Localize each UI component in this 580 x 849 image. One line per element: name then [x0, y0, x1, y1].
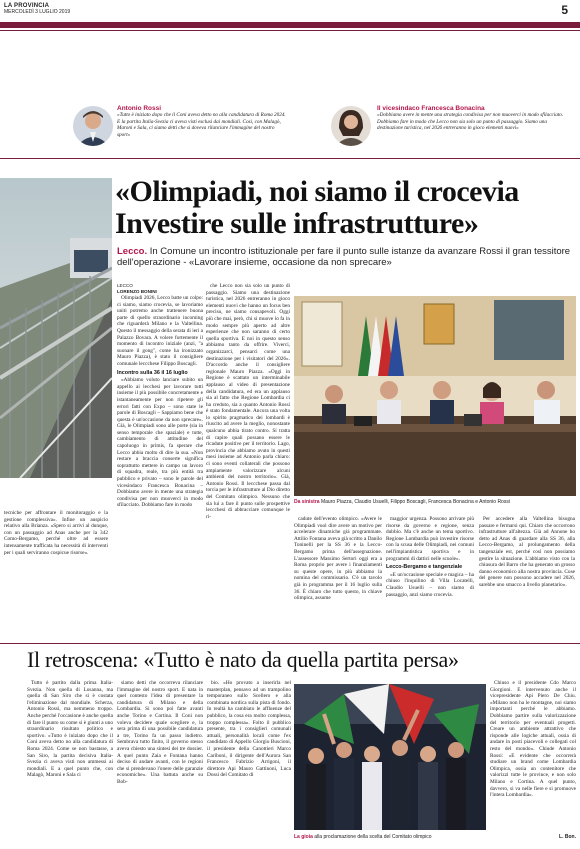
- subtitle-text: In Comune un incontro istituzionale per fare il punto sulle istanze da avanzare Rossi il gran tessitore dell'operazione - «Lavorare insieme, occasione da non sprecare»: [117, 246, 571, 268]
- article-column-3: [294, 516, 382, 603]
- box-column-3-text: bio. «Ho provato a inserirla nel masterplan, pensavo ad un trampolino temporaneo sullo Scellero e alla combinata nordica sulla pista di fondo. In realtà ha cambiato le affluenze del pubblico, la cosa era molto complessa, troppo complessa». Folto il pubblico presente, tra i consiglieri comunali attuali, personalità locali come l'ex candidato di Appello Giorgio Buscioni, il presidente della Canottieri Marco Cariboni, il dirigente dell'Aurora San Francesco Fabrizio Arrigoni, il direttore Api Mauro Gattinoni, Luca Dossi del Comitato di: [207, 680, 291, 779]
- subheading-lecco-bergamo: Lecco-Bergamo e tangenziale: [386, 564, 463, 571]
- avatar-antonio-rossi: [73, 106, 113, 146]
- subheading-incontro: Incontro sulla 36 il 16 luglio: [117, 369, 188, 376]
- quote-divider: [0, 158, 580, 159]
- paper-name: LA PROVINCIA: [4, 3, 50, 9]
- celebration-photo: [294, 684, 486, 830]
- portrait-rossi-image: [73, 106, 113, 146]
- article-column-2: [206, 283, 290, 521]
- box-signature: L. Bon.: [559, 834, 576, 840]
- celebration-caption: [294, 834, 544, 840]
- box-column-4-text: Chiuso e il presidente Cdo Marco Giorgioni. E intervenuto anche il vicepresidente Api Piero De Chiu. «Milano non ha le montagne, noi siamo importanti perché le abbiamo. Dobbiamo partire sulla valorizzazione del territorio per eventuali progetti. Creare un ambiente attrattivo che risponde alle logiche attuali, ossia di andare in posti piacevoli e collegati col resto del mondo». Chiude Antonio Rossi: «E evidente che occorrerà studiare un brand come Lombardia Olimpica, ossia un contenitore che valorizzi tutte le province, e non solo Milano e Cortina. A quel punto, davvero, si va nelle fiere e si promuove l'intera Lombardia».: [490, 680, 576, 799]
- meeting-photo: [294, 296, 576, 496]
- column-1-text: Olimpiadi 2026, Lecco batte un colpo: ci siamo, siamo crocevia, se lavoriamo uniti potremo anche trattenere buona parte di quello straordinario incoming che riguarderà Milano e la Valtellina. Questo il messaggio della serata di ieri a Palazzo Bovara. A volere fortemente il momento di incontro iniziale (anzi, "a suonare il gong", come ha ironizzato Mauro Piazza), è stato il consigliere comunale leccchese Filippo Boscagli.: [117, 295, 203, 367]
- column-3-text: cadute dell'evento olimpico. «Avere le Olimpiadi vuol dire avere un motivo per accelerare dinamiche già programmate. Attilio Fontana aveva già scritto a Danilo Toninelli per la SS 36 e la Lecco-Bergamo prima dell'assegnazione. L'assessore Massimo Sertori oggi era a Roma proprio per avere i finanziamenti su queste opere, in più abbiamo la nomina del commissario. C'è un tavolo già in programma per il 16 luglio sulla 36. È chiaro che tutto questo, in chiave olimpica, assume: [294, 516, 382, 602]
- quote-right-name: Il vicesindaco Francesca Bonacina: [377, 105, 485, 112]
- box-divider: [0, 643, 580, 644]
- byline-city: LECCO: [117, 283, 133, 288]
- caption-text: Mauro Piazza, Claudio Usuelli, Filippo Boscagli, Francesca Bonacina e Antonio Rossi: [320, 499, 510, 505]
- main-headline: [115, 176, 575, 240]
- meeting-photo-caption: [294, 499, 576, 505]
- celebration-caption-text: alla proclamazione della scelta del Comitato olimpico: [314, 834, 432, 840]
- box-column-1: [27, 680, 113, 780]
- quote-left: [117, 105, 287, 138]
- headline-line-2: Investire sulle infrastrutture»: [115, 207, 479, 240]
- quote-right: [377, 105, 573, 132]
- quote-right-text: «Dobbiamo avere in mente una strategia condivisa per non muoverci in modo sfilacciato. Dobbiamo fare in modo che Lecco non sia solo un punto di passaggio. Siamo una destinazione turistica, nel 2026 entreranno in gioco elementi nuovi»: [377, 112, 564, 131]
- column-2-text: che Lecco non sia solo un punto di passaggio. Siamo una destinazione turistica, nel 2026 entreranno in gioco elementi nuovi che hanno un focus ben preciso, ne siamo consapevoli. Oggi più che mai, però, chi si muove lo fa in modo sempre più aperto ad altre esperienze che non saranno di certo quella sportiva. E noi in questo senso abbiamo tanto da offrire. Viverci, organizzarci, pensarci come una destinazione per i visitatori del 2026». D'accordo anche il consigliere regionale Mauro Piazza. «Oggi in Regione è scattato un interminabile applauso al video di presentazione della candidatura, ed era un applauso sia al fatto che Regione Lombardia ci ha creduto, sia a quanto Antonio Rossi è stato fondamentale. Ancora una volta lo spirito pragmatico dei lombardi è riuscito ad avere la meglio, nonostante qualcuno abbia tirato contro. Si tratta di capire quali possano essere le ricadute positive per il territorio. Lago, provincia che abbiamo avuto in questi mesi insieme ad Antonio parla chiaro: ci sono eventi collaterali che possono ampiamente valorizzare alcuni ambienti del nostro territorio». Già, Antonio Rossi. Il leccchese passa dal torcia per le infrastrutture al Dio diretto del Comitato olimpico. Nessuno che sia lui a fare il punto sulle prospettive leccchesi di abbracciare comunque le ri-: [206, 283, 290, 520]
- highway-photo: [0, 178, 112, 478]
- caption-lead: Da sinistra: [294, 499, 320, 505]
- subtitle-kicker: Lecco.: [117, 246, 148, 257]
- article-subtitle: [117, 246, 572, 268]
- celebration-caption-lead: La gioia: [294, 834, 313, 840]
- box-headline: Il retroscena: «Tutto è nato da quella partita persa»: [27, 647, 459, 672]
- headline-line-1: «Olimpiadi, noi siamo il crocevia: [115, 175, 519, 208]
- meeting-image: [294, 296, 576, 496]
- box-column-2-text: siamo detti che occorreva rilanciare l'immagine del nostro sport. E nata in quel contesto l'idea di presentare la candidatura di Milano e della Lombardia. Si sono poi fatte avanti anche Torino e Cortina. Il Coni non voleva decidere quale scegliere e, la sera prima di una possibile candidatura a tre, Torino fa un passo indietro. Sembrava tutto finito, il governo stesso aveva chiesto una sintesi dei tre dossier. A quel punto Zaia e Fontana hanno deciso di andare avanti, con le regioni che si prendevano l'onere delle garanzie economiche». Una battuta anche su Bob-: [117, 680, 203, 785]
- column-5-text: Per accedere alla Valtellina bisogna passare e fermarsi qui. Chiaro che occorrono infrastrutture all'altezza. Già ad Annone ho detto ad Anas di guardare alla SS 36, alla Lecco-Bergamo, al prolungamento della tangenziale est, perché così non possiamo gestire la situazione. L'abbiamo visto con la chiusura del Barro che ha generato un grosso danno economico alla nostra provincia. Cose del genere non possono accadere nel 2026, sarebbe uno smacco a livello planetario».: [479, 516, 575, 588]
- issue-date: MERCOLEDÌ 3 LUGLIO 2019: [4, 9, 71, 15]
- section-bar-line: [0, 30, 580, 31]
- box-column-1-text: Tutto è partito dalla prima Italia-Svezia. Non quella di Losanna, ma quella di San Siro che si è costata l'eliminazione dal mondiale. Scherza, Antonio Rossi, ma nemmeno troppo. Anche perché l'occasione è anche quella di fare il punto su come si è giunti a uno straordinario risultato politico e sportivo. «Tutto è iniziato dopo che il Coni aveva detto no alla candidatura di Roma 2024. Come se non bastasse, a San Siro, la partita decisiva Italia-Svezia ci aveva visti non ammessi ai mondiali. E a quel punto che, con Malagò, Maroni e Sala ci: [27, 680, 113, 779]
- quote-left-text: «Tutto è iniziato dopo che il Coni aveva detto no alla candidatura di Roma 2024. E la partita Italia-Svezia ci aveva visti esclusi dai mondiali. Così, con Malagò, Maroni e Sala, ci siamo detti che si doveva rilanciare l'immagine del nostro sport»: [117, 112, 286, 138]
- box-column-2: [117, 680, 203, 787]
- byline-author: LORENZO BONINI: [117, 289, 157, 294]
- sidebar-text: tecniche per affrontare il monitoraggio e la gestione complessiva». Infine un auspicio relativo alla Brianza. «Spero si arrivi al dunque, con un passaggio ad Anas anche per la 342 Como-Bergamo, perché oltre ad essere intensamente trafficata ha necessità di interventi per i quali serviranno cospicue risorse».: [4, 510, 108, 556]
- article-column-1: [117, 283, 203, 510]
- article-column-5: [479, 516, 575, 590]
- page-number: 5: [561, 3, 568, 17]
- avatar-francesca-bonacina: [331, 106, 371, 146]
- section-bar: [0, 22, 580, 28]
- column-4b-text: «E un'occasione speciale e magica – ha chiuso l'inquilino di Villa Locatelli, Claudio Usuelli – non siamo di passaggio, anzi siamo crocevia.: [386, 571, 474, 598]
- article-column-4: [386, 516, 474, 599]
- celebration-image: [294, 684, 486, 830]
- column-4-text: maggior urgenza. Possono arrivare più risorse da governo e regione, senza dubbio. Ma c'è anche un tema sportivo. Regione Lombardia può investire risorse con la scusa delle Olimpiadi, nei comuni nell'impiantistica sportiva e in programmi di dattici nelle scuole».: [386, 516, 474, 562]
- box-column-3: [207, 680, 291, 780]
- highway-image: [0, 178, 112, 478]
- portrait-bonacina-image: [331, 106, 371, 146]
- box-column-4: [490, 680, 576, 800]
- masthead: [4, 3, 70, 15]
- column-1b-text: «Abbiamo voluto lanciare subito un appello ai lecchesi per lavorare tutti insieme il più possibile concretamente e istantaneamente per non ripetere gli errori fatti con Expo – sono state le parole di Boscagli – Sappiamo bene che questa è un'occasione da non sprecare». Già, le Olimpiadi sono alle porte (sia in senso temporale che spaziale) e tutte, cambiamento di attitudine del capoluogo in primis, fa sperare che Lecco abbia molto di dire la sua. «Non restare a braccia conserte significa soprattutto mettere in campo un lavoro di squadra, reale, tra più entità tra pubblico e privato – sono le parole del vicesindaco Francesca Bonacina – Dobbiamo avere in mente una strategia condivisa per non muoverci in modo sfilacciato. Dobbiamo fare in modo: [117, 377, 203, 509]
- quote-left-name: Antonio Rossi: [117, 105, 162, 112]
